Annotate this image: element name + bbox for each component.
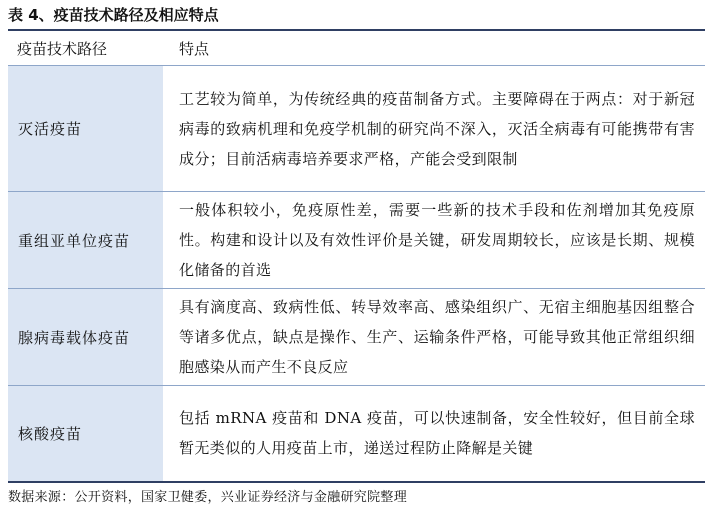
header-route: 疫苗技术路径 (8, 31, 163, 66)
table-header-row (8, 31, 705, 66)
row-desc-subunit: 一般体积较小，免疫原性差，需要一些新的技术手段和佐剂增加其免疫原性。构建和设计以及有效性评价是关键，研发周期较长，应该是长期、规模化储备的首选 (163, 192, 705, 289)
table-row (8, 66, 705, 192)
header-features: 特点 (163, 31, 705, 66)
row-name-nucleic-acid: 核酸疫苗 (8, 386, 163, 482)
row-name-adenovirus: 腺病毒载体疫苗 (8, 289, 163, 386)
row-name-inactivated: 灭活疫苗 (8, 66, 163, 192)
row-desc-adenovirus: 具有滴度高、致病性低、转导效率高、感染组织广、无宿主细胞基因组整合等诸多优点，缺点是操作、生产、运输条件严格，可能导致其他正常组织细胞感染从而产生不良反应 (163, 289, 705, 386)
table-caption: 表 4、疫苗技术路径及相应特点 (8, 6, 219, 24)
row-name-subunit: 重组亚单位疫苗 (8, 192, 163, 289)
source-note: 数据来源：公开资料，国家卫健委，兴业证券经济与金融研究院整理 (8, 490, 408, 505)
table-row (8, 289, 705, 386)
row-desc-inactivated: 工艺较为简单，为传统经典的疫苗制备方式。主要障碍在于两点：对于新冠病毒的致病机理和免疫学机制的研究尚不深入，灭活全病毒有可能携带有害成分；目前活病毒培养要求严格，产能会受到限制 (163, 66, 705, 192)
vaccine-table (8, 31, 705, 483)
row-desc-nucleic-acid: 包括 mRNA 疫苗和 DNA 疫苗，可以快速制备，安全性较好，但目前全球暂无类似的人用疫苗上市，递送过程防止降解是关键 (163, 386, 705, 482)
table-row (8, 192, 705, 289)
table-row (8, 386, 705, 482)
